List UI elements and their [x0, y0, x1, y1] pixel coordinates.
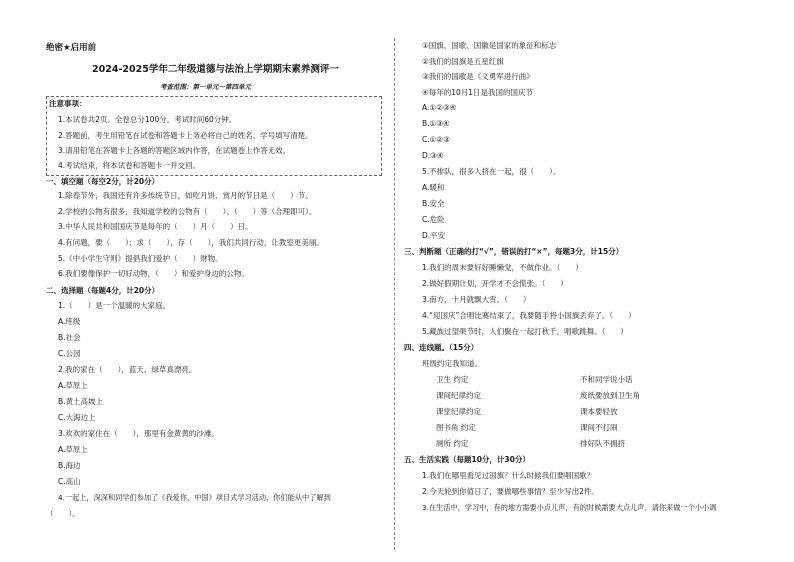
- matching-right-item: 排好队不拥挤: [580, 439, 625, 448]
- matching-left-item: 图书角 约定: [436, 423, 476, 432]
- column-divider: [394, 38, 395, 550]
- section1-heading: 一、填空题（每空2分，计20分）: [46, 177, 160, 186]
- note-item: 3.请用铅笔在答题卡上各题的答题区域内作答，在试题卷上作答无效。: [58, 146, 291, 155]
- choice-option: C.公园: [58, 349, 81, 358]
- fill-question: 1.除春节外，我国还有许多传统节日，如吃月饼、赏月的节日是（ ）节。: [58, 191, 313, 200]
- practice-question: 1.我们在哪里看见过国旗？什么时候我们要唱国歌？: [422, 471, 595, 480]
- notes-heading: 注意事项：: [49, 99, 87, 108]
- choice-question: 5.不排队，很多人挤在一起，很（ ）。: [422, 167, 561, 176]
- choice-question: 2.我的家在（ ），蓝天、绿草真漂亮。: [58, 365, 197, 374]
- choice-option: D.③④: [422, 151, 444, 160]
- secret-label: 绝密★启用前: [46, 43, 97, 53]
- fill-question: 5.《中小学生守则》提倡我们爱护（ ）财物。: [58, 254, 223, 263]
- q4-statement: ④每年的10月1日是我国的国庆节: [422, 88, 534, 97]
- choice-option: B.海边: [58, 461, 81, 470]
- choice-question-cont: （ ）。: [46, 509, 80, 518]
- q4-statement: ②我们的国旗是五星红旗: [422, 57, 504, 66]
- q4-statement: ③我们的国歌是《义勇军进行曲》: [422, 72, 534, 81]
- choice-question: 4.一起上，深深和同学们参加了《我爱你，中国》项目式学习活动，你们能从中了解到: [58, 493, 331, 502]
- matching-right-item: 不和同学说小话: [580, 375, 633, 384]
- matching-intro: 班级约定我知道。: [422, 359, 482, 368]
- choice-option: B.①③④: [422, 119, 450, 128]
- exam-title: 2024-2025学年二年级道德与法治上学期期末素养测评一: [92, 64, 339, 75]
- fill-question: 6.我们要像保护一切好动物，（ ）和爱护身边的公物。: [58, 269, 249, 278]
- choice-option: B.黄土高坡上: [58, 397, 104, 406]
- choice-option: C.①②③: [422, 135, 450, 144]
- matching-right-item: 废纸要放到卫生角: [580, 391, 640, 400]
- choice-option: B.安全: [422, 199, 445, 208]
- choice-option: B.社会: [58, 333, 81, 342]
- choice-option: A.暖和: [422, 183, 445, 192]
- section3-heading: 三、判断题（正确的打“√”，错误的打“×”，每题3分，计15分）: [404, 247, 624, 256]
- judge-question: 1.我们的周末要好好睡懒觉，不做作业。（ ）: [422, 263, 583, 272]
- choice-question: 1.（ ）是一个温暖的大家庭。: [58, 301, 171, 310]
- matching-left-item: 卫生 约定: [436, 375, 469, 384]
- choice-option: C.高山: [58, 477, 81, 486]
- choice-option: C.危险: [422, 215, 445, 224]
- matching-right-item: 课间不打闹: [580, 423, 618, 432]
- section4-heading: 四、连线题。（15分）: [404, 343, 479, 352]
- section5-heading: 五、生活实践（每题10分，计30分）: [404, 455, 530, 464]
- practice-question: 2.今天轮到你值日了，要做哪些事情？至少写出2件。: [422, 487, 599, 496]
- judge-question: 2.做好假期计划，开学才不会慌张。（ ）: [422, 279, 568, 288]
- fill-question: 4.有问题，要（ ）；求（ ），存（ ），我们共同行动，让教室更美丽。: [58, 238, 324, 247]
- matching-left-item: 课间纪律约定: [436, 391, 481, 400]
- choice-option: A.草原上: [58, 445, 88, 454]
- exam-scope: 考查范围：第一单元～第四单元: [160, 83, 251, 91]
- q4-statement: ①国旗、国歌、国徽是国家的象征和标志: [422, 41, 557, 50]
- choice-option: D.平安: [422, 231, 446, 240]
- matching-left-item: 厕所 约定: [436, 439, 469, 448]
- section2-heading: 二、选择题（每题4分，计20分）: [46, 286, 160, 295]
- judge-question: 4.“迎国庆”合唱比赛结束了，我要随手将小国旗丢弃了。（ ）: [422, 311, 636, 320]
- choice-option: A.①②③④: [422, 103, 457, 112]
- fill-question: 3.中华人民共和国国庆节是每年的（ ）月（ ）日。: [58, 222, 253, 231]
- choice-option: A.班级: [58, 317, 81, 326]
- fill-question: 2.学校的公物有很多，我知道学校的公物有（ ）、（ ）等（合理即可）。: [58, 207, 317, 216]
- choice-option: C.大海边上: [58, 413, 96, 422]
- choice-question: 3.欢欢的家住在（ ），那里有金黄黄的沙滩。: [58, 429, 219, 438]
- note-item: 4.考试结束，将本试卷和答题卡一并交回。: [58, 161, 201, 170]
- judge-question: 5.藏族过望果节时，人们聚在一起打秋千，唱歌跳舞。（ ）: [422, 327, 628, 336]
- matching-left-item: 课堂纪律约定: [436, 407, 481, 416]
- note-item: 2.答题前，考生用铅笔在试卷和答题卡上务必将自己的姓名、学号填写清楚。: [58, 131, 313, 140]
- choice-option: A.草原上: [58, 381, 88, 390]
- judge-question: 3.南方，十月就飘大雪。（ ）: [422, 295, 531, 304]
- note-item: 1.本试卷共2页。全卷总分100分，考试时间60分钟。: [58, 115, 237, 124]
- practice-question: 3.在生活中，学习中，有的地方需要小点儿声，有的时候需要大点儿声。请你来做一个小小调: [422, 503, 717, 512]
- matching-right-item: 课本要轻放: [580, 407, 618, 416]
